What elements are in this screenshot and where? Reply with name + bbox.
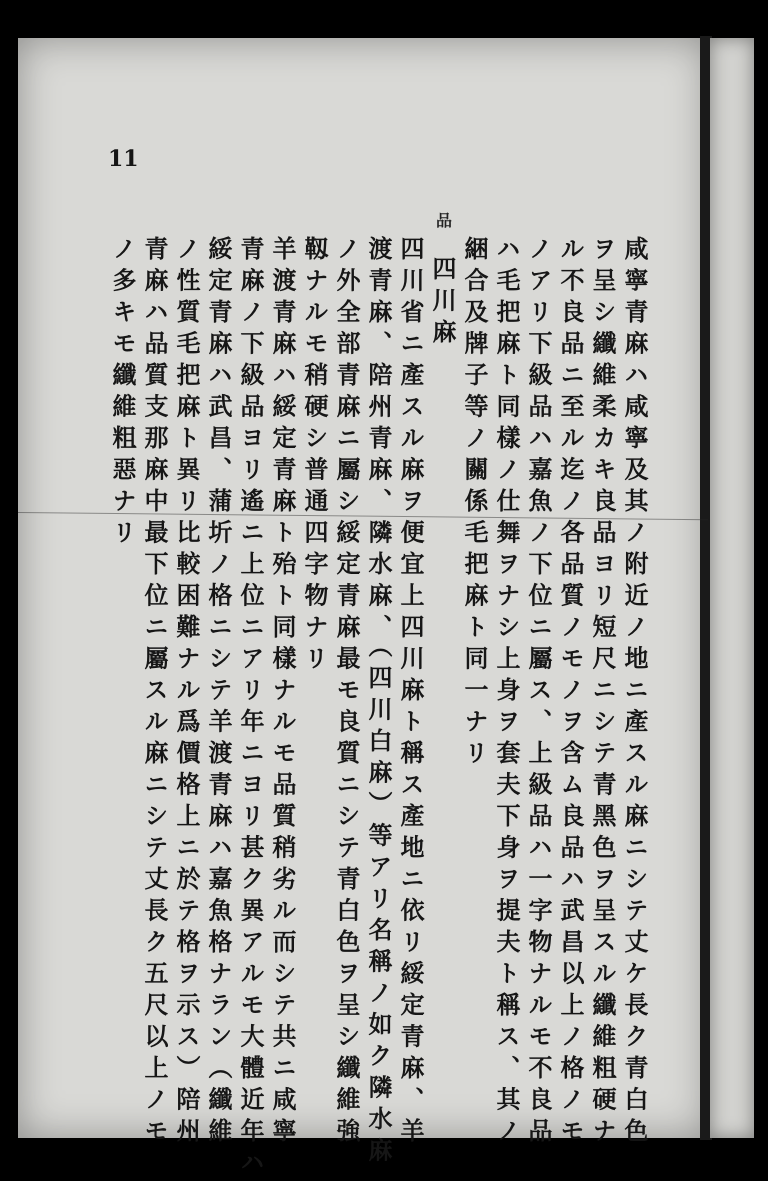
text-column-15: ノ性質毛把麻ト異リ比較困難ナル爲價格上ニ於テ格ヲ示ス）陪州 — [172, 236, 201, 1150]
text-column-9: 渡青麻、陪州青麻、隣水麻、（四川白麻）等アリ名稱ノ如ク隣水麻 — [364, 236, 393, 1169]
text-column-2: ヲ呈シ纖維柔カキ良品ヨリ短尺ニシテ青黑色ヲ呈スル纖維粗硬ナ — [588, 236, 617, 1150]
page-number: 11 — [108, 146, 139, 172]
text-column-11: 靱ナルモ稍硬シ普通四字物ナリ — [300, 236, 329, 677]
text-column-5: ハ毛把麻ト同樣ノ仕舞ヲナシ上身ヲ套夫下身ヲ提夫ト稱ス、其ノ — [492, 236, 521, 1150]
text-column-8: 四川省ニ產スル麻ヲ便宜上四川麻ト稱ス產地ニ依リ綏定青麻、羊 — [396, 236, 425, 1150]
text-column-3: ル不良品ニ至ル迄ノ各品質ノモノヲ含ム良品ハ武昌以上ノ格ノモ — [556, 236, 585, 1150]
section-heading-mark: 品 — [436, 211, 453, 230]
text-column-17: ノ多キモ纖維粗惡ナリ — [108, 236, 137, 551]
next-page-edge — [710, 38, 754, 1138]
text-column-4: ノアリ下級品ハ嘉魚ノ下位ニ屬ス、上級品ハ一字物ナルモ不良品 — [524, 236, 553, 1150]
text-column-1: 咸寧青麻ハ咸寧及其ノ附近ノ地ニ產スル麻ニシテ丈ケ長ク青白色 — [620, 236, 649, 1150]
text-column-7: 四川麻 — [428, 256, 457, 351]
text-column-16: 青麻ハ品質支那麻中最下位ニ屬スル麻ニシテ丈長ク五尺以上ノモ — [140, 236, 169, 1150]
text-column-14: 綏定青麻ハ武昌、蒲圻ノ格ニシテ羊渡青麻ハ嘉魚格ナラン（纖維 — [204, 236, 233, 1150]
text-column-10: ノ外全部青麻ニ屬シ綏定青麻最モ良質ニシテ青白色ヲ呈シ纖維強 — [332, 236, 361, 1150]
text-column-13: 青麻ノ下級品ヨリ遙ニ上位ニアリ年ニヨリ甚ク異アルモ大體近年ハ — [236, 236, 265, 1181]
text-column-12: 羊渡青麻ハ綏定青麻ト殆ト同樣ナルモ品質稍劣ル而シテ共ニ咸寧 — [268, 236, 297, 1150]
text-column-6: 綑合及牌子等ノ關係毛把麻ト同一ナリ — [460, 236, 489, 772]
